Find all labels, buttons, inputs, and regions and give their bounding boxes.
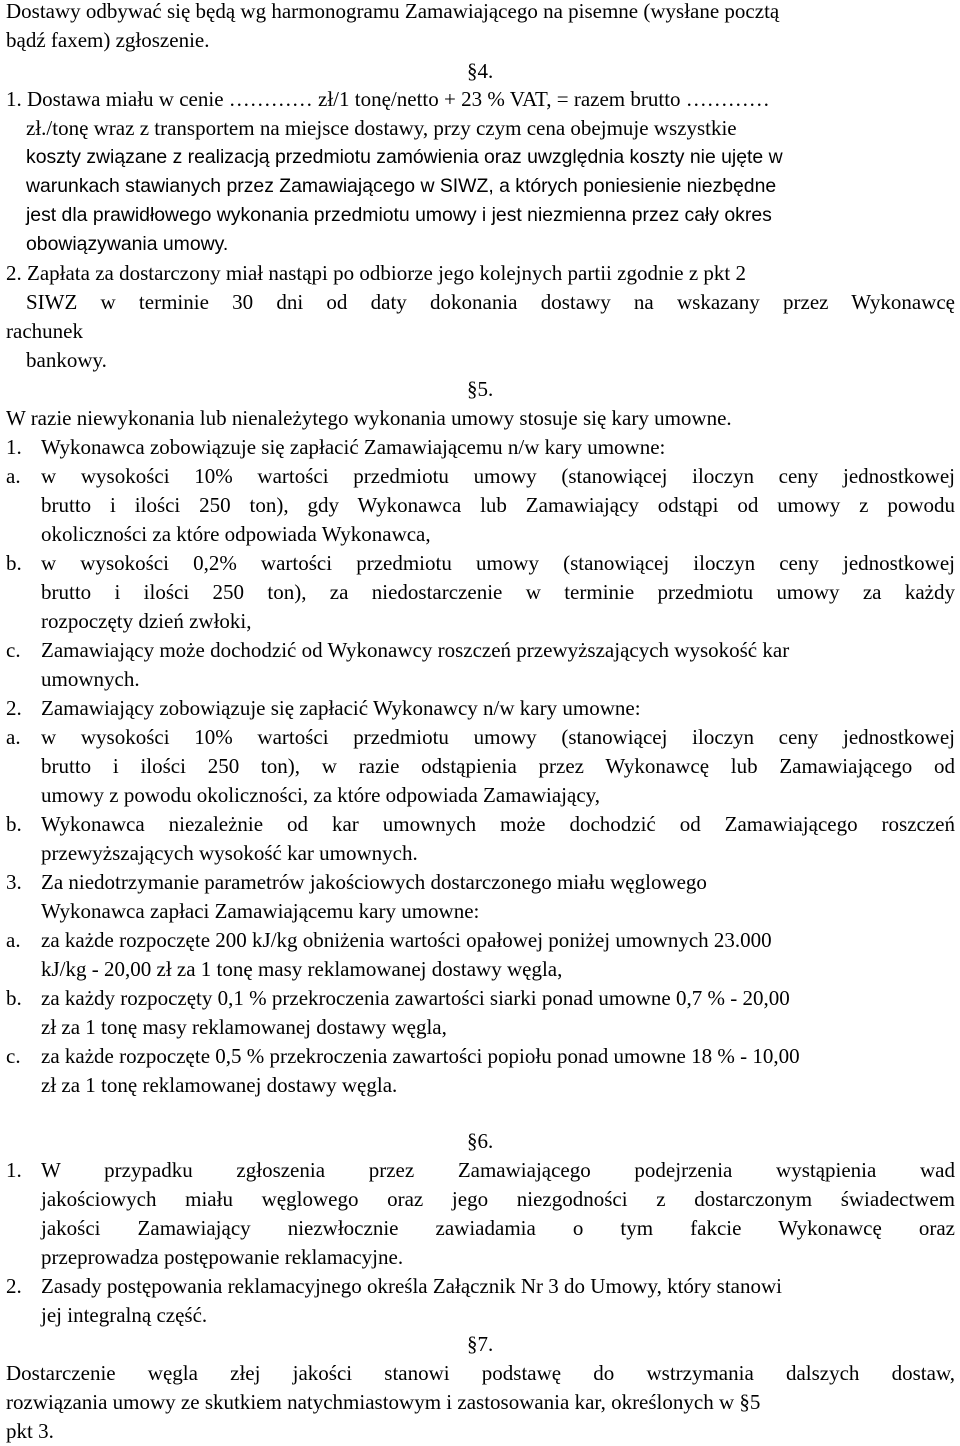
section-7-line: rozwiązania umowy ze skutkiem natychmiastowym i zastosowania kar, określonych w §5 [6, 1390, 761, 1414]
section-6-heading: §6. [467, 1129, 494, 1153]
list-item-number: 1. [6, 435, 22, 459]
section-4-item-2-line: rachunek [6, 319, 83, 343]
section-4-item-2-line: bankowy. [26, 348, 107, 372]
section-4-item-1-line: koszty związane z realizacją przedmiotu zamówienia oraz uwzględnia koszty nie ujęte w [26, 146, 783, 168]
list-item-line: jej integralną część. [41, 1303, 208, 1327]
list-item-line: rozpoczęty dzień zwłoki, [41, 609, 252, 633]
section-4-item-1-line: obowiązywania umowy. [26, 233, 229, 255]
section-4-item-1-line: zł./tonę wraz z transportem na miejsce dostawy, przy czym cena obejmuje wszystkie [26, 116, 737, 140]
section-5-heading: §5. [467, 377, 494, 401]
section-4-item-1-line: warunkach stawianych przez Zamawiającego w SIWZ, a których poniesienie niezbędne [26, 175, 777, 197]
list-item-line: jakościowych miału węglowego oraz jego niezgodności z dostarczonym świadectwem [41, 1187, 955, 1211]
section-7-line: pkt 3. [6, 1419, 54, 1443]
list-item-line: brutto i ilości 250 ton), gdy Wykonawca lub Zamawiający odstąpi od umowy z powodu [41, 493, 955, 517]
list-item-line: zł za 1 tonę reklamowanej dostawy węgla. [41, 1073, 398, 1097]
list-item-number: 1. [6, 1158, 22, 1182]
list-item-line: za każde rozpoczęte 0,5 % przekroczenia zawartości popiołu ponad umowne 18 % - 10,00 [41, 1044, 800, 1068]
section-4-item-1: 1. Dostawa miału w cenie ………… zł/1 tonę/netto + 23 % VAT, = razem brutto ………… [6, 87, 770, 111]
list-item-line: w wysokości 10% wartości przedmiotu umowy (stanowiącej iloczyn ceny jednostkowej [41, 464, 955, 488]
list-item-number: c. [6, 638, 21, 662]
intro-line: bądź faxem) zgłoszenie. [6, 28, 210, 52]
list-item-line: brutto i ilości 250 ton), za niedostarczenie w terminie przedmiotu umowy za każdy [41, 580, 955, 604]
list-item-number: b. [6, 551, 22, 575]
section-7-heading: §7. [467, 1332, 494, 1356]
list-item-number: b. [6, 812, 22, 836]
list-item-number: b. [6, 986, 22, 1010]
list-item-line: brutto i ilości 250 ton), w razie odstąpienia przez Wykonawcę lub Zamawiającego od [41, 754, 955, 778]
list-item-number: a. [6, 928, 21, 952]
list-item-number: 3. [6, 870, 22, 894]
list-item-line: jakości Zamawiający niezwłocznie zawiadamia o tym fakcie Wykonawcę oraz [41, 1216, 955, 1240]
list-item-line: przewyższających wysokość kar umownych. [41, 841, 418, 865]
list-item-number: 2. [6, 1274, 22, 1298]
list-item-line: Zasady postępowania reklamacyjnego określa Załącznik Nr 3 do Umowy, który stanowi [41, 1274, 782, 1298]
list-item-line: przeprowadza postępowanie reklamacyjne. [41, 1245, 404, 1269]
list-item-line: za każdy rozpoczęty 0,1 % przekroczenia zawartości siarki ponad umowne 0,7 % - 20,00 [41, 986, 790, 1010]
list-item-line: w wysokości 0,2% wartości przedmiotu umowy (stanowiącej iloczyn ceny jednostkowej [41, 551, 955, 575]
section-5-intro: W razie niewykonania lub nienależytego wykonania umowy stosuje się kary umowne. [6, 406, 732, 430]
list-item-number: a. [6, 725, 21, 749]
list-item-line: W przypadku zgłoszenia przez Zamawiającego podejrzenia wystąpienia wad [41, 1158, 955, 1182]
section-4-heading: §4. [467, 59, 494, 83]
list-item-line: Wykonawca zobowiązuje się zapłacić Zamawiającemu n/w kary umowne: [41, 435, 666, 459]
list-item-line: zł za 1 tonę masy reklamowanej dostawy węgla, [41, 1015, 447, 1039]
intro-line: Dostawy odbywać się będą wg harmonogramu Zamawiającego na pisemne (wysłane pocztą [6, 0, 780, 23]
list-item-line: Za niedotrzymanie parametrów jakościowych dostarczonego miału węglowego [41, 870, 707, 894]
list-item-line: umownych. [41, 667, 140, 691]
list-item-line: okoliczności za które odpowiada Wykonawca, [41, 522, 431, 546]
list-item-line: Wykonawca zapłaci Zamawiającemu kary umowne: [41, 899, 480, 923]
section-4-item-2: 2. Zapłata za dostarczony miał nastąpi po odbiorze jego kolejnych partii zgodnie z pkt 2 [6, 261, 747, 285]
list-item-line: kJ/kg - 20,00 zł za 1 tonę masy reklamowanej dostawy węgla, [41, 957, 563, 981]
list-item-line: Zamawiający może dochodzić od Wykonawcy roszczeń przewyższających wysokość kar [41, 638, 790, 662]
list-item-number: a. [6, 464, 21, 488]
section-4-item-1-line: jest dla prawidłowego wykonania przedmiotu umowy i jest niezmienna przez cały okres [26, 204, 772, 226]
list-item-line: umowy z powodu okoliczności, za które odpowiada Zamawiający, [41, 783, 601, 807]
list-item-line: w wysokości 10% wartości przedmiotu umowy (stanowiącej iloczyn ceny jednostkowej [41, 725, 955, 749]
section-4-item-2-line: SIWZ w terminie 30 dni od daty dokonania dostawy na wskazany przez Wykonawcę [26, 290, 955, 314]
list-item-line: za każde rozpoczęte 200 kJ/kg obniżenia wartości opałowej poniżej umownych 23.000 [41, 928, 772, 952]
list-item-number: c. [6, 1044, 21, 1068]
list-item-line: Wykonawca niezależnie od kar umownych może dochodzić od Zamawiającego roszczeń [41, 812, 955, 836]
list-item-number: 2. [6, 696, 22, 720]
list-item-line: Zamawiający zobowiązuje się zapłacić Wykonawcy n/w kary umowne: [41, 696, 641, 720]
section-7-line: Dostarczenie węgla złej jakości stanowi podstawę do wstrzymania dalszych dostaw, [6, 1361, 955, 1385]
